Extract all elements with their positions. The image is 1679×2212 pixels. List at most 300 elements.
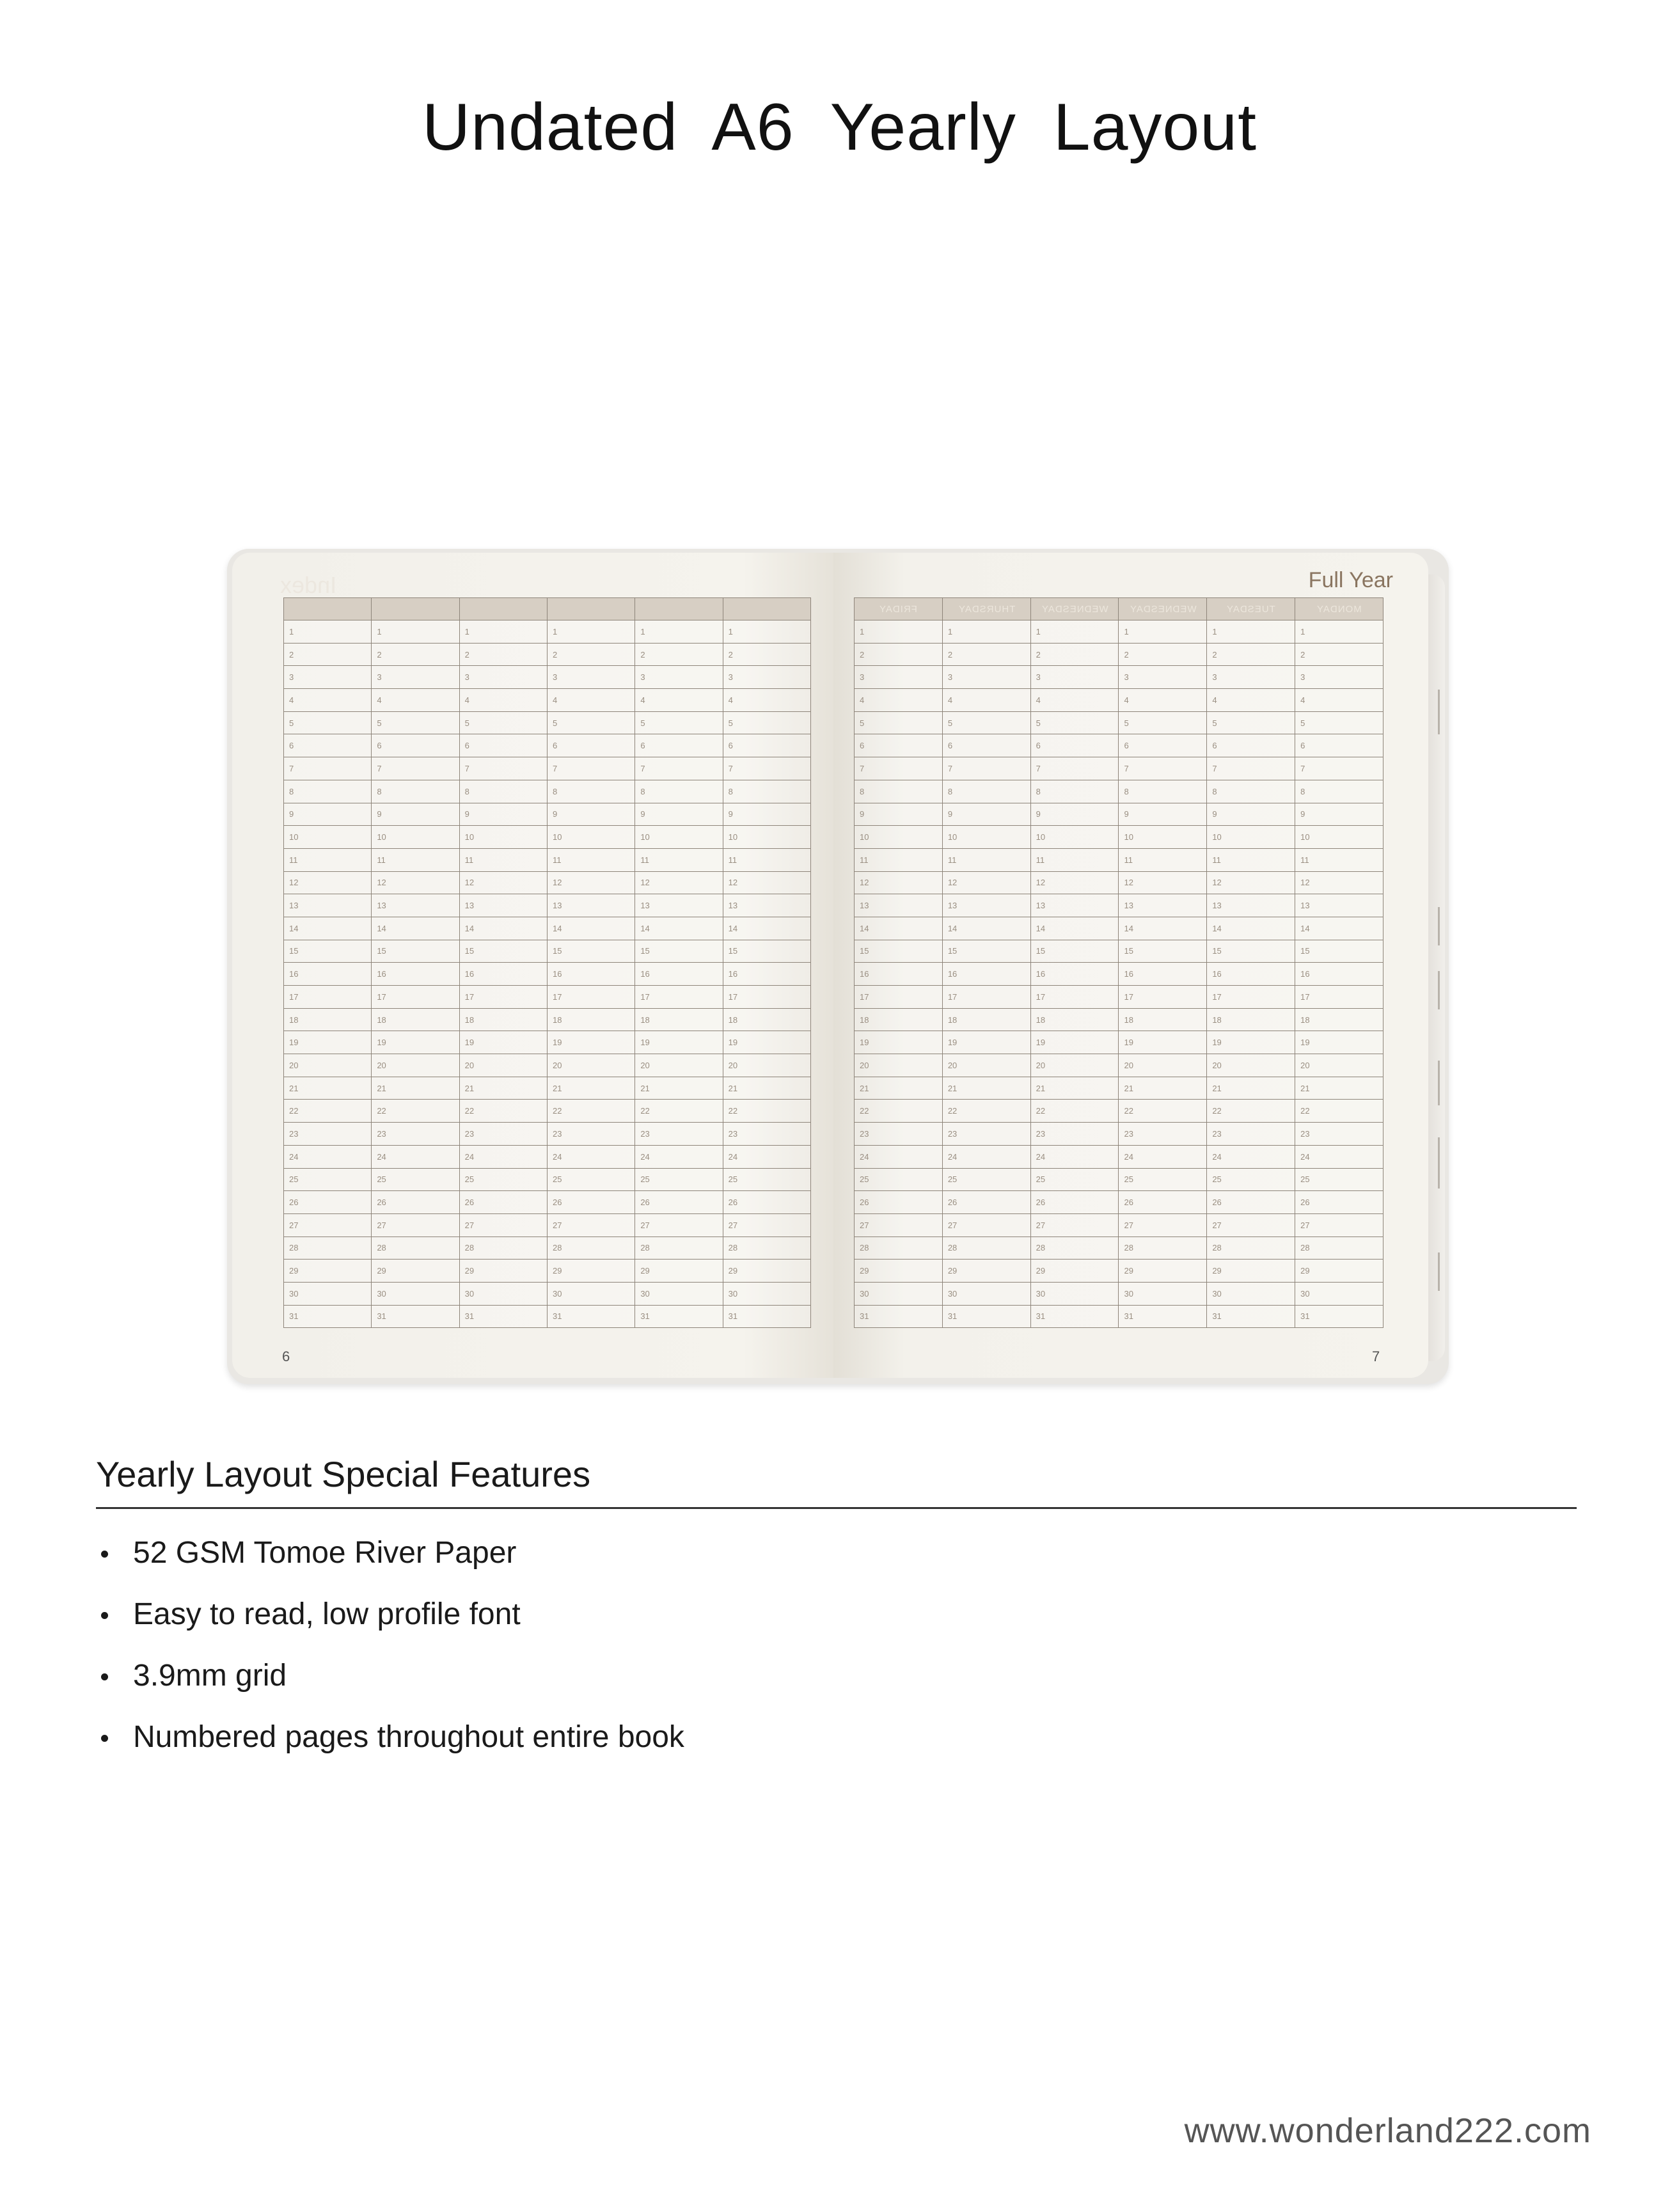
day-cell: 10 (635, 826, 723, 849)
day-cell: 20 (459, 1054, 547, 1077)
table-row (855, 871, 1383, 894)
day-cell: 17 (723, 986, 810, 1009)
day-cell: 8 (1207, 780, 1295, 803)
day-cell: 28 (723, 1236, 810, 1260)
day-cell: 27 (372, 1213, 459, 1236)
day-cell: 28 (1119, 1236, 1207, 1260)
day-cell: 9 (1030, 803, 1119, 826)
day-cell: 1 (459, 620, 547, 644)
day-cell: 2 (723, 643, 810, 666)
day-cell: 20 (723, 1054, 810, 1077)
day-cell: 21 (942, 1077, 1030, 1100)
day-cell: 5 (635, 711, 723, 734)
day-cell: 3 (1207, 666, 1295, 689)
day-cell: 25 (635, 1168, 723, 1191)
day-cell: 14 (855, 917, 943, 940)
notebook-spread (227, 549, 1449, 1384)
day-cell: 1 (547, 620, 635, 644)
day-cell: 6 (855, 734, 943, 757)
day-cell: 31 (855, 1305, 943, 1328)
day-cell: 8 (1030, 780, 1119, 803)
day-cell: 19 (459, 1031, 547, 1054)
day-cell: 24 (635, 1145, 723, 1168)
day-cell: 28 (459, 1236, 547, 1260)
right-column-header (1119, 598, 1207, 620)
day-cell: 2 (1295, 643, 1383, 666)
day-cell: 19 (547, 1031, 635, 1054)
day-cell: 11 (1295, 848, 1383, 871)
day-cell: 13 (942, 894, 1030, 917)
day-cell: 25 (372, 1168, 459, 1191)
day-cell: 1 (1207, 620, 1295, 644)
day-cell: 29 (635, 1260, 723, 1283)
table-row (855, 1305, 1383, 1328)
day-cell: 31 (284, 1305, 372, 1328)
day-cell: 20 (855, 1054, 943, 1077)
day-cell: 12 (459, 871, 547, 894)
day-cell: 31 (1295, 1305, 1383, 1328)
right-page-heading: Full Year (1308, 568, 1393, 592)
day-cell: 19 (1295, 1031, 1383, 1054)
day-cell: 16 (1207, 963, 1295, 986)
day-cell: 25 (1119, 1168, 1207, 1191)
right-page-number: 7 (1372, 1348, 1380, 1364)
day-cell: 10 (1207, 826, 1295, 849)
table-row (284, 1260, 811, 1283)
day-cell: 15 (1119, 940, 1207, 963)
day-cell: 14 (284, 917, 372, 940)
day-cell: 8 (942, 780, 1030, 803)
day-cell: 6 (459, 734, 547, 757)
day-cell: 25 (459, 1168, 547, 1191)
day-cell: 9 (635, 803, 723, 826)
day-cell: 21 (723, 1077, 810, 1100)
left-yearly-grid (283, 597, 811, 1328)
table-row (855, 1282, 1383, 1305)
table-row (855, 963, 1383, 986)
day-cell: 4 (547, 689, 635, 712)
day-cell: 14 (547, 917, 635, 940)
day-cell: 7 (1119, 757, 1207, 780)
day-cell: 1 (942, 620, 1030, 644)
day-cell: 19 (723, 1031, 810, 1054)
day-cell: 21 (547, 1077, 635, 1100)
table-row (284, 986, 811, 1009)
day-cell: 13 (1119, 894, 1207, 917)
day-cell: 24 (547, 1145, 635, 1168)
day-cell: 21 (1207, 1077, 1295, 1100)
day-cell: 13 (855, 894, 943, 917)
right-yearly-grid (854, 597, 1383, 1328)
day-cell: 10 (284, 826, 372, 849)
day-cell: 4 (1030, 689, 1119, 712)
day-cell: 3 (635, 666, 723, 689)
day-cell: 3 (459, 666, 547, 689)
day-cell: 3 (372, 666, 459, 689)
right-column-header-label: WEDNESDAY (1129, 603, 1197, 615)
table-row (284, 757, 811, 780)
table-row (855, 780, 1383, 803)
day-cell: 7 (459, 757, 547, 780)
day-cell: 3 (547, 666, 635, 689)
day-cell: 2 (635, 643, 723, 666)
right-column-header-label: THURSDAY (958, 603, 1015, 615)
day-cell: 14 (1207, 917, 1295, 940)
right-column-header (942, 598, 1030, 620)
table-row (855, 1077, 1383, 1100)
left-page-number: 6 (282, 1348, 290, 1364)
day-cell: 25 (1030, 1168, 1119, 1191)
day-cell: 15 (372, 940, 459, 963)
day-cell: 31 (459, 1305, 547, 1328)
day-cell: 9 (1207, 803, 1295, 826)
day-cell: 19 (1119, 1031, 1207, 1054)
day-cell: 24 (372, 1145, 459, 1168)
table-row (284, 1282, 811, 1305)
table-row (284, 917, 811, 940)
day-cell: 14 (459, 917, 547, 940)
edge-tab-mark (1438, 1137, 1440, 1189)
day-cell: 3 (855, 666, 943, 689)
day-cell: 6 (942, 734, 1030, 757)
day-cell: 7 (723, 757, 810, 780)
table-row (284, 689, 811, 712)
day-cell: 20 (1119, 1054, 1207, 1077)
day-cell: 7 (372, 757, 459, 780)
day-cell: 11 (372, 848, 459, 871)
day-cell: 22 (547, 1100, 635, 1123)
table-row (855, 1145, 1383, 1168)
day-cell: 14 (1119, 917, 1207, 940)
table-row (284, 1236, 811, 1260)
day-cell: 2 (284, 643, 372, 666)
table-row (284, 803, 811, 826)
day-cell: 9 (1295, 803, 1383, 826)
day-cell: 6 (372, 734, 459, 757)
day-cell: 15 (284, 940, 372, 963)
day-cell: 26 (1030, 1191, 1119, 1214)
day-cell: 4 (372, 689, 459, 712)
day-cell: 8 (547, 780, 635, 803)
day-cell: 18 (1207, 1008, 1295, 1031)
day-cell: 9 (547, 803, 635, 826)
table-row (284, 826, 811, 849)
day-cell: 21 (1030, 1077, 1119, 1100)
day-cell: 25 (547, 1168, 635, 1191)
day-cell: 30 (1030, 1282, 1119, 1305)
day-cell: 8 (855, 780, 943, 803)
day-cell: 5 (942, 711, 1030, 734)
day-cell: 19 (1207, 1031, 1295, 1054)
table-row (284, 1054, 811, 1077)
day-cell: 5 (1119, 711, 1207, 734)
table-row (284, 620, 811, 644)
table-row (855, 940, 1383, 963)
day-cell: 23 (1119, 1123, 1207, 1146)
day-cell: 5 (547, 711, 635, 734)
day-cell: 23 (855, 1123, 943, 1146)
website-url: www.wonderland222.com (1184, 2112, 1591, 2150)
day-cell: 30 (942, 1282, 1030, 1305)
day-cell: 20 (635, 1054, 723, 1077)
day-cell: 5 (459, 711, 547, 734)
table-row (284, 940, 811, 963)
edge-tab-mark (1438, 1252, 1440, 1291)
table-row (855, 643, 1383, 666)
day-cell: 31 (1119, 1305, 1207, 1328)
day-cell: 22 (635, 1100, 723, 1123)
right-column-header-label: WEDNESDAY (1041, 603, 1108, 615)
day-cell: 19 (372, 1031, 459, 1054)
day-cell: 7 (635, 757, 723, 780)
day-cell: 31 (547, 1305, 635, 1328)
day-cell: 13 (723, 894, 810, 917)
table-row (855, 848, 1383, 871)
day-cell: 17 (547, 986, 635, 1009)
table-row (284, 1168, 811, 1191)
table-row (855, 711, 1383, 734)
day-cell: 28 (1030, 1236, 1119, 1260)
day-cell: 19 (1030, 1031, 1119, 1054)
day-cell: 12 (1119, 871, 1207, 894)
day-cell: 19 (635, 1031, 723, 1054)
day-cell: 31 (635, 1305, 723, 1328)
day-cell: 23 (942, 1123, 1030, 1146)
table-row (855, 1191, 1383, 1214)
day-cell: 28 (635, 1236, 723, 1260)
day-cell: 22 (1295, 1100, 1383, 1123)
right-column-header-label: FRIDAY (879, 603, 918, 615)
table-row (855, 826, 1383, 849)
day-cell: 1 (1119, 620, 1207, 644)
day-cell: 12 (1207, 871, 1295, 894)
day-cell: 28 (284, 1236, 372, 1260)
day-cell: 23 (1295, 1123, 1383, 1146)
day-cell: 18 (723, 1008, 810, 1031)
day-cell: 31 (1030, 1305, 1119, 1328)
table-row (284, 1213, 811, 1236)
day-cell: 18 (635, 1008, 723, 1031)
day-cell: 30 (284, 1282, 372, 1305)
day-cell: 16 (723, 963, 810, 986)
day-cell: 18 (547, 1008, 635, 1031)
day-cell: 29 (459, 1260, 547, 1283)
day-cell: 20 (372, 1054, 459, 1077)
day-cell: 17 (284, 986, 372, 1009)
right-column-header (1030, 598, 1119, 620)
day-cell: 2 (942, 643, 1030, 666)
day-cell: 25 (1207, 1168, 1295, 1191)
day-cell: 12 (1030, 871, 1119, 894)
day-cell: 1 (723, 620, 810, 644)
day-cell: 13 (547, 894, 635, 917)
day-cell: 16 (1030, 963, 1119, 986)
day-cell: 9 (372, 803, 459, 826)
day-cell: 9 (942, 803, 1030, 826)
day-cell: 17 (1207, 986, 1295, 1009)
day-cell: 3 (1030, 666, 1119, 689)
day-cell: 26 (1119, 1191, 1207, 1214)
day-cell: 27 (855, 1213, 943, 1236)
page-edge-tabs (1428, 574, 1445, 1361)
day-cell: 10 (459, 826, 547, 849)
features-title: Yearly Layout Special Features (96, 1454, 591, 1494)
day-cell: 29 (942, 1260, 1030, 1283)
table-row (284, 734, 811, 757)
day-cell: 20 (1030, 1054, 1119, 1077)
day-cell: 8 (1295, 780, 1383, 803)
day-cell: 5 (284, 711, 372, 734)
day-cell: 19 (942, 1031, 1030, 1054)
day-cell: 30 (459, 1282, 547, 1305)
left-page-heading: Index (280, 572, 337, 598)
left-column-header (459, 598, 547, 620)
day-cell: 9 (855, 803, 943, 826)
day-cell: 9 (459, 803, 547, 826)
day-cell: 21 (459, 1077, 547, 1100)
day-cell: 29 (372, 1260, 459, 1283)
day-cell: 27 (1207, 1213, 1295, 1236)
day-cell: 27 (284, 1213, 372, 1236)
day-cell: 7 (1295, 757, 1383, 780)
day-cell: 26 (1295, 1191, 1383, 1214)
day-cell: 18 (855, 1008, 943, 1031)
day-cell: 7 (1207, 757, 1295, 780)
day-cell: 25 (855, 1168, 943, 1191)
day-cell: 6 (635, 734, 723, 757)
day-cell: 27 (459, 1213, 547, 1236)
day-cell: 21 (1119, 1077, 1207, 1100)
day-cell: 8 (1119, 780, 1207, 803)
day-cell: 1 (372, 620, 459, 644)
day-cell: 29 (1295, 1260, 1383, 1283)
day-cell: 30 (1119, 1282, 1207, 1305)
day-cell: 28 (942, 1236, 1030, 1260)
table-row (284, 963, 811, 986)
day-cell: 12 (547, 871, 635, 894)
day-cell: 30 (855, 1282, 943, 1305)
day-cell: 27 (547, 1213, 635, 1236)
day-cell: 13 (284, 894, 372, 917)
day-cell: 7 (942, 757, 1030, 780)
day-cell: 29 (855, 1260, 943, 1283)
day-cell: 3 (1295, 666, 1383, 689)
day-cell: 20 (547, 1054, 635, 1077)
day-cell: 30 (372, 1282, 459, 1305)
day-cell: 23 (635, 1123, 723, 1146)
table-row (284, 780, 811, 803)
day-cell: 29 (723, 1260, 810, 1283)
day-cell: 18 (1030, 1008, 1119, 1031)
day-cell: 22 (284, 1100, 372, 1123)
day-cell: 29 (1207, 1260, 1295, 1283)
right-page (833, 553, 1428, 1378)
edge-tab-mark (1438, 907, 1440, 945)
table-row (284, 1145, 811, 1168)
day-cell: 7 (855, 757, 943, 780)
day-cell: 5 (723, 711, 810, 734)
day-cell: 12 (1295, 871, 1383, 894)
day-cell: 31 (723, 1305, 810, 1328)
day-cell: 23 (459, 1123, 547, 1146)
day-cell: 26 (372, 1191, 459, 1214)
edge-tab-mark (1438, 690, 1440, 734)
day-cell: 13 (635, 894, 723, 917)
day-cell: 1 (1295, 620, 1383, 644)
table-row (855, 1054, 1383, 1077)
day-cell: 10 (1030, 826, 1119, 849)
day-cell: 16 (547, 963, 635, 986)
day-cell: 22 (942, 1100, 1030, 1123)
day-cell: 11 (547, 848, 635, 871)
day-cell: 31 (372, 1305, 459, 1328)
table-row (855, 894, 1383, 917)
day-cell: 2 (547, 643, 635, 666)
day-cell: 21 (635, 1077, 723, 1100)
day-cell: 8 (284, 780, 372, 803)
day-cell: 25 (284, 1168, 372, 1191)
day-cell: 24 (459, 1145, 547, 1168)
day-cell: 20 (942, 1054, 1030, 1077)
day-cell: 1 (855, 620, 943, 644)
day-cell: 11 (284, 848, 372, 871)
day-cell: 23 (547, 1123, 635, 1146)
day-cell: 11 (635, 848, 723, 871)
day-cell: 5 (1207, 711, 1295, 734)
day-cell: 4 (635, 689, 723, 712)
feature-item: Numbered pages throughout entire book (96, 1707, 684, 1768)
day-cell: 18 (372, 1008, 459, 1031)
day-cell: 31 (1207, 1305, 1295, 1328)
day-cell: 30 (723, 1282, 810, 1305)
day-cell: 28 (372, 1236, 459, 1260)
right-column-header (855, 598, 943, 620)
day-cell: 18 (1295, 1008, 1383, 1031)
day-cell: 18 (942, 1008, 1030, 1031)
day-cell: 30 (635, 1282, 723, 1305)
day-cell: 16 (855, 963, 943, 986)
left-column-header (372, 598, 459, 620)
table-row (855, 1100, 1383, 1123)
table-row (855, 1236, 1383, 1260)
day-cell: 12 (723, 871, 810, 894)
day-cell: 11 (1119, 848, 1207, 871)
day-cell: 27 (723, 1213, 810, 1236)
edge-tab-mark (1438, 1061, 1440, 1105)
table-row (855, 666, 1383, 689)
day-cell: 23 (1207, 1123, 1295, 1146)
day-cell: 3 (942, 666, 1030, 689)
right-column-header-label: MONDAY (1316, 603, 1362, 615)
day-cell: 11 (1207, 848, 1295, 871)
day-cell: 12 (284, 871, 372, 894)
left-column-header (723, 598, 810, 620)
day-cell: 13 (1030, 894, 1119, 917)
day-cell: 6 (284, 734, 372, 757)
day-cell: 17 (1030, 986, 1119, 1009)
day-cell: 2 (1119, 643, 1207, 666)
table-row (855, 620, 1383, 644)
day-cell: 16 (1119, 963, 1207, 986)
day-cell: 4 (723, 689, 810, 712)
day-cell: 26 (547, 1191, 635, 1214)
day-cell: 17 (1119, 986, 1207, 1009)
day-cell: 11 (855, 848, 943, 871)
day-cell: 12 (855, 871, 943, 894)
table-row (284, 1031, 811, 1054)
day-cell: 5 (1030, 711, 1119, 734)
day-cell: 23 (372, 1123, 459, 1146)
